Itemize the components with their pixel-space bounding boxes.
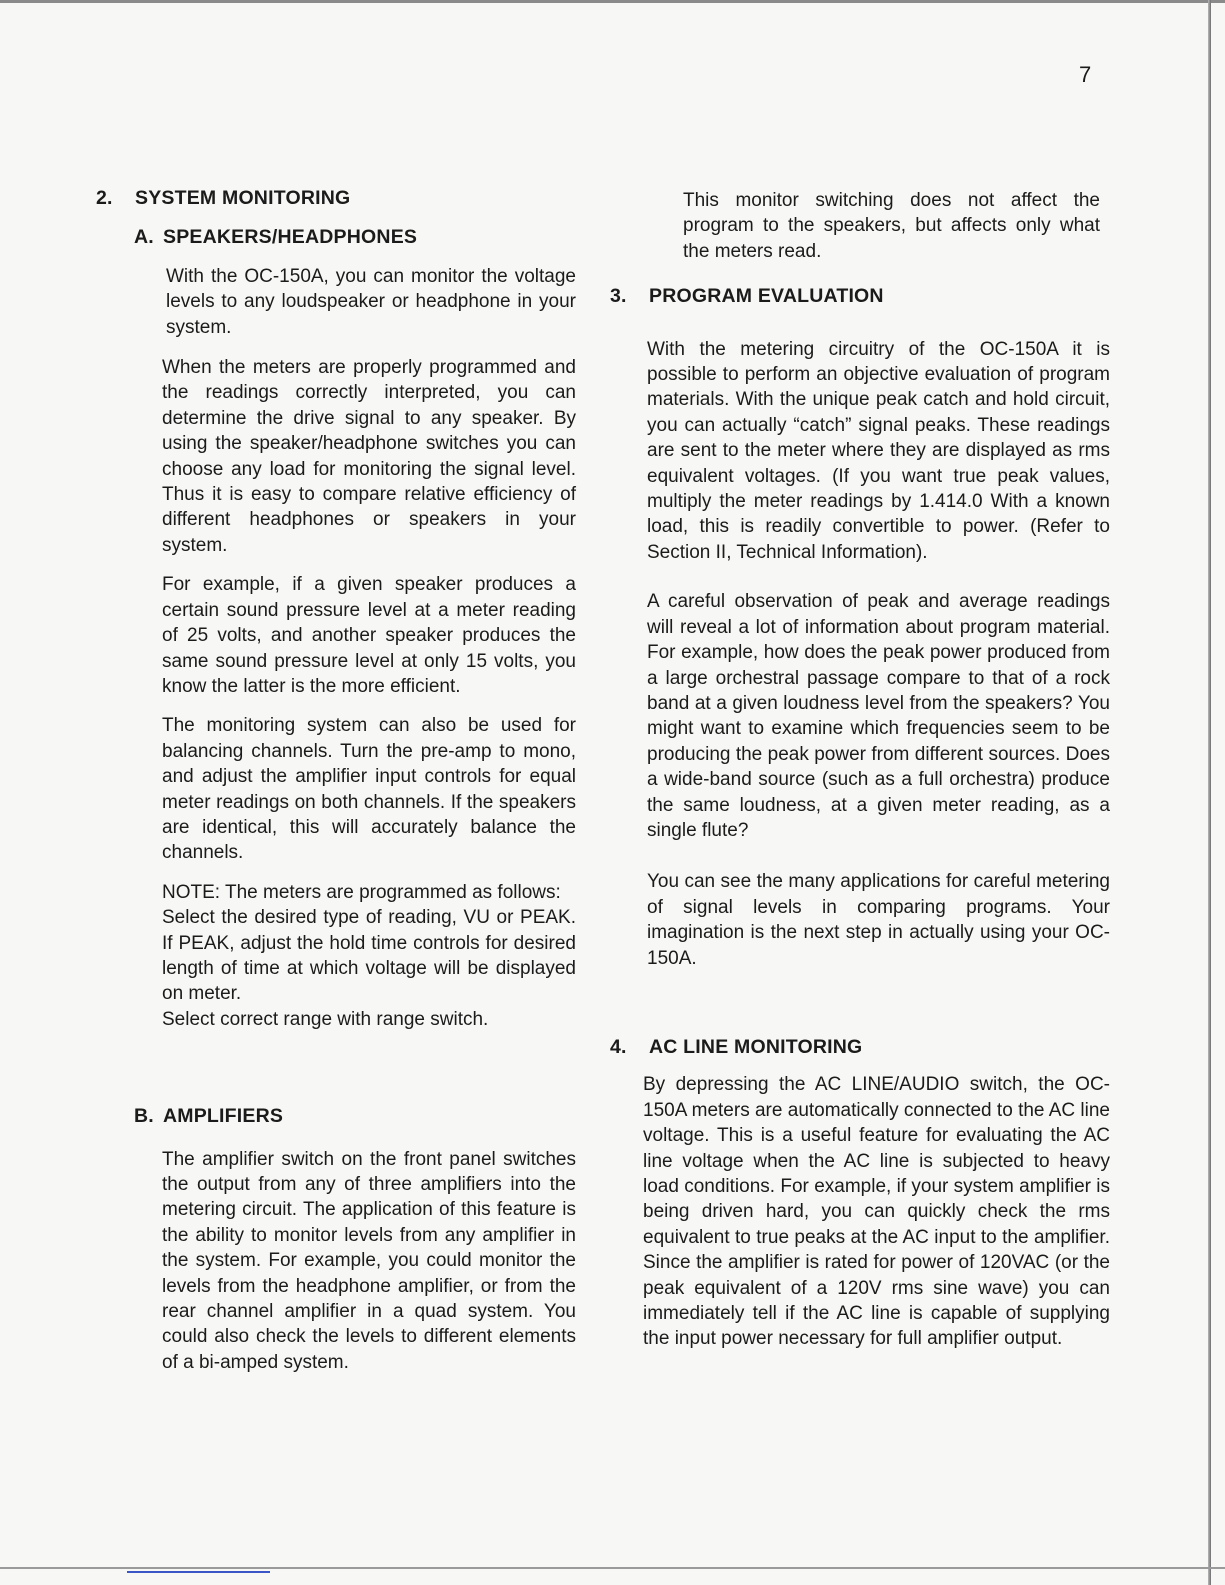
note-block bbox=[162, 880, 576, 1032]
section-4-number: 4. bbox=[610, 1035, 627, 1058]
left-column bbox=[96, 186, 576, 1375]
subsection-b-label: B. bbox=[134, 1105, 154, 1128]
section-2-number: 2. bbox=[96, 187, 113, 209]
subsection-b-heading bbox=[134, 1104, 576, 1129]
subsection-a-label: A. bbox=[134, 226, 154, 249]
note-intro: NOTE: The meters are programmed as follows: bbox=[162, 881, 561, 903]
paragraph-a4: The monitoring system can also be used for balancing channels. Turn the pre-amp to mono, and adjust the amplifier input controls for equal meter readings on both channels. If the speakers are identical, this will accurately balance the channels. bbox=[162, 715, 576, 864]
paragraph-3-1: With the metering circuitry of the OC-150A it is possible to perform an objective evaluation of program materials. With the unique peak catch and hold circuit, you can actually “catch” signal peaks. These readings are sent to the meter where they are displayed as rms equivalent voltages. (If you want true peak values, multiply the meter readings by 1.414.0 With a known load, this is readily convertible to power. (Refer to Section II, Technical Information). bbox=[647, 338, 1110, 563]
section-3-number: 3. bbox=[610, 285, 627, 308]
subsection-a-heading bbox=[134, 225, 576, 250]
paragraph-3-3: You can see the many applications for careful metering of signal levels in comparing programs. Your imagination is the next step in actually using your OC-150A. bbox=[647, 871, 1110, 969]
section-3-heading bbox=[610, 284, 1110, 309]
paragraph-b1: The amplifier switch on the front panel switches the output from any of three amplifiers into the metering circuit. The application of this feature is the ability to monitor levels from any amplifier in the system. For example, you could monitor the levels from the headphone amplifier, or from the rear channel amplifier in a quad system. You could also check the levels to different elements of a bi-amped system. bbox=[162, 1148, 576, 1373]
section-2-heading bbox=[96, 186, 576, 211]
paragraph-3-2: A careful observation of peak and average readings will reveal a lot of information about program material. For example, how does the peak power produced from a large orchestral passage compare to that of a rock band at a given loudness level from the speakers? You might want to examine which frequencies seem to be producing the peak power from different sources. Does a wide-band source (such as a full orchestra) produce the same loudness, at a given meter reading, as a single flute? bbox=[647, 591, 1110, 841]
note-step-2: Select correct range with range switch. bbox=[162, 1008, 489, 1030]
paragraph-4-1: By depressing the AC LINE/AUDIO switch, the OC-150A meters are automatically connected to the AC line voltage. This is a useful feature for evaluating the AC line voltage when the AC line is subjected to heavy load conditions. For example, if your system amplifier is being driven hard, you can quickly check the rms equivalent to true peaks at the AC input to the amplifier. Since the amplifier is rated for power of 120VAC (or the peak equivalent of a 120V rms sine wave) you can immediately tell if the AC line is capable of supplying the input power necessary for full amplifier output. bbox=[643, 1074, 1110, 1350]
note-step-1: Select the desired type of reading, VU or PEAK. If PEAK, adjust the hold time controls for desired length of time at which voltage will be displayed on meter. bbox=[162, 907, 576, 1005]
subsection-a-title: SPEAKERS/HEADPHONES bbox=[163, 226, 418, 249]
section-4-heading bbox=[610, 1035, 1110, 1060]
paragraph-a2: When the meters are properly programmed and the readings correctly interpreted, you can determine the drive signal to any speaker. By using the speaker/headphone switches you can choose any load for monitoring the signal level. Thus it is easy to compare relative efficiency of different headphones or speakers in your system. bbox=[162, 357, 576, 556]
section-4-title: AC LINE MONITORING bbox=[649, 1035, 863, 1058]
paragraph-a1: With the OC-150A, you can monitor the voltage levels to any loudspeaker or headphone in your system. bbox=[166, 265, 576, 338]
bottom-link-underline bbox=[127, 1571, 270, 1573]
page-top-edge bbox=[0, 0, 1225, 3]
right-column bbox=[610, 188, 1110, 1352]
page-bottom-edge bbox=[0, 1567, 1225, 1569]
page-right-edge bbox=[1208, 0, 1211, 1585]
continuation-paragraph: This monitor switching does not affect the program to the speakers, but affects only what the meters read. bbox=[683, 190, 1100, 262]
subsection-b-title: AMPLIFIERS bbox=[163, 1105, 284, 1128]
page-number: 7 bbox=[1079, 62, 1092, 87]
paragraph-a3: For example, if a given speaker produces a certain sound pressure level at a meter reading of 25 volts, and another speaker produces the same sound pressure level at only 15 volts, you know the latter is the more efficient. bbox=[162, 574, 576, 697]
section-3-title: PROGRAM EVALUATION bbox=[649, 285, 884, 308]
section-2-title: SYSTEM MONITORING bbox=[135, 187, 351, 209]
